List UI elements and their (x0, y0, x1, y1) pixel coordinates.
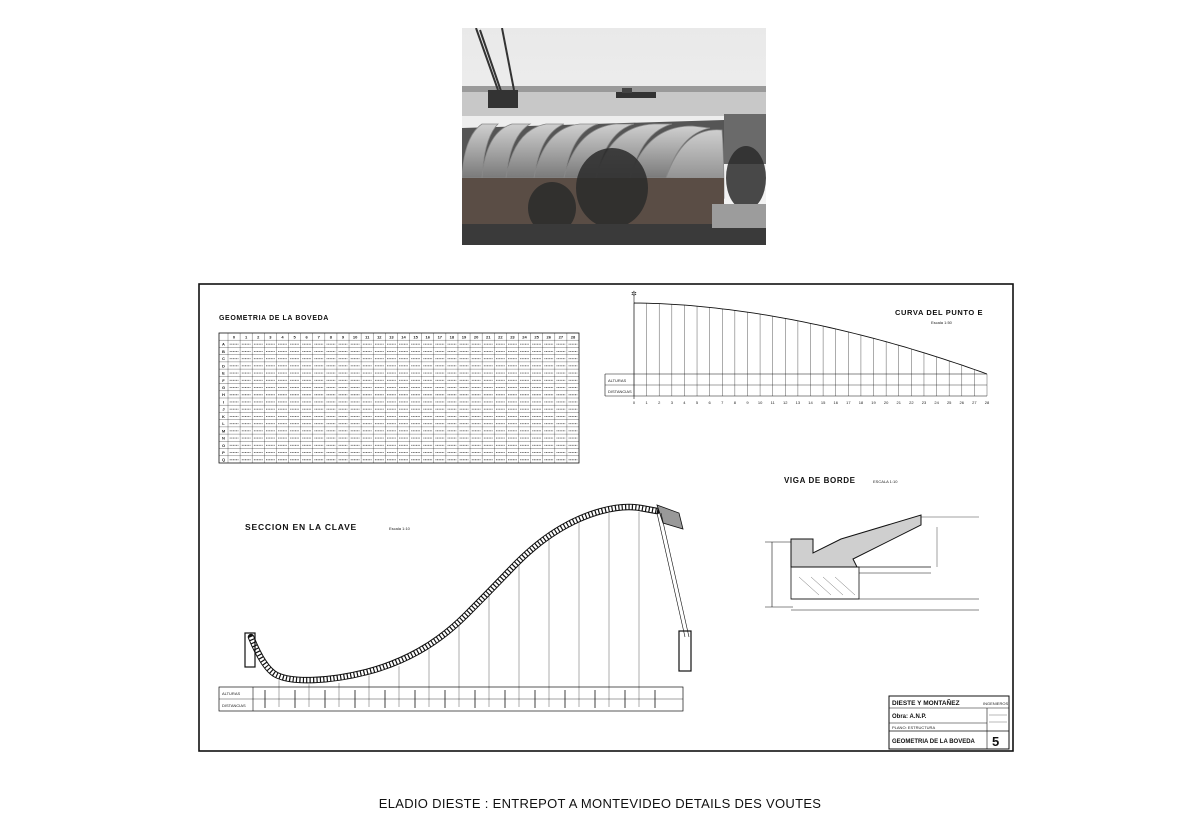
curve-axis-tick: 0 (632, 400, 636, 405)
table-col-header: 2 (257, 334, 260, 340)
section-row-label: ALTURAS (222, 691, 241, 696)
table-col-header: 8 (329, 334, 332, 340)
sheet-number: 5 (992, 734, 1000, 749)
curve-axis-tick: 25 (946, 400, 952, 405)
curve-axis-tick: 12 (783, 400, 788, 405)
table-row-header: K (222, 413, 225, 419)
section-scale: Escala 1:10 (389, 526, 410, 531)
beam-title: VIGA DE BORDE (784, 476, 856, 485)
curve-axis-tick: 7 (721, 400, 724, 405)
table-col-header: 13 (389, 334, 394, 340)
table-col-header: 6 (305, 334, 308, 340)
table-row-header: C (222, 356, 225, 362)
table-col-header: 24 (522, 334, 527, 340)
table-col-header: 18 (449, 334, 455, 340)
curve-axis-tick: 28 (984, 400, 990, 405)
curve-row-label: DISTANCIAS (608, 389, 632, 394)
table-col-header: 12 (377, 334, 382, 340)
curve-axis-tick: 22 (909, 400, 914, 405)
obra-label: Obra: A.N.P. (892, 714, 927, 720)
table-col-header: 16 (425, 334, 430, 340)
curve-axis-tick: 21 (896, 400, 901, 405)
table-col-header: 23 (510, 334, 515, 340)
curve-axis-tick: 27 (972, 400, 977, 405)
curve-axis-tick: 14 (808, 400, 813, 405)
table-col-header: 1 (245, 334, 248, 340)
curve-axis-tick: 6 (708, 400, 711, 405)
caption: ELADIO DIESTE : ENTREPOT A MONTEVIDEO DETAILS DES VOUTES (378, 796, 822, 811)
plano-label: PLANO: ESTRUCTURA (892, 725, 936, 730)
table-row-header: Q (221, 457, 226, 463)
table-row-header: B (222, 348, 225, 354)
curve-axis-tick: 23 (921, 400, 927, 405)
curve-axis-tick: 18 (858, 400, 864, 405)
table-col-header: 20 (473, 334, 479, 340)
table-col-header: 5 (293, 334, 296, 340)
table-col-header: 3 (269, 334, 272, 340)
curve-title: CURVA DEL PUNTO E (895, 308, 984, 317)
geometry-title: GEOMETRIA DE LA BOVEDA (219, 315, 329, 322)
table-col-header: 21 (485, 334, 491, 340)
curve-axis-tick: 9 (746, 400, 749, 405)
table-row-header: F (222, 377, 225, 383)
curve-axis-tick: 19 (871, 400, 876, 405)
curve-axis-tick: 13 (795, 400, 801, 405)
curve-scale: Escala 1:50 (931, 320, 952, 325)
section-title: SECCION EN LA CLAVE (245, 522, 358, 532)
warehouse-photo (462, 28, 766, 245)
beam-scale: ESCALA 1:10 (873, 479, 898, 484)
table-row-header: I (222, 399, 225, 405)
curve-axis-tick: 15 (820, 400, 826, 405)
table-row-header: O (221, 442, 226, 448)
curve-axis-tick: 20 (883, 400, 889, 405)
table-col-header: 11 (365, 334, 370, 340)
table-row-header: G (221, 384, 226, 390)
table-col-header: 15 (413, 334, 418, 340)
table-row-header: N (222, 435, 225, 441)
sheet-title: GEOMETRIA DE LA BOVEDA (892, 739, 975, 745)
curve-axis-tick: 8 (733, 400, 736, 405)
curve-row-label: ALTURAS (608, 378, 627, 383)
table-col-header: 9 (341, 334, 345, 340)
table-row-header: D (222, 363, 225, 369)
table-col-header: 0 (232, 334, 236, 340)
table-row-header: J (222, 406, 225, 412)
table-col-header: 26 (546, 334, 551, 340)
table-col-header: 7 (317, 334, 320, 340)
table-col-header: 27 (558, 334, 564, 340)
table-col-header: 28 (570, 334, 576, 340)
curve-axis-tick: 3 (670, 400, 673, 405)
table-col-header: 17 (437, 334, 443, 340)
table-row-header: P (222, 449, 225, 455)
structural-drawing-sheet (179, 277, 1021, 760)
curve-axis-tick: 11 (770, 400, 775, 405)
table-col-header: 4 (281, 334, 284, 340)
table-row-header: A (222, 341, 225, 347)
curve-axis-tick: 5 (695, 400, 699, 405)
table-col-header: 25 (534, 334, 539, 340)
curve-axis-tick: 24 (934, 400, 939, 405)
table-row-header: M (221, 428, 226, 434)
north-mark-icon: ✲ (631, 291, 637, 298)
curve-axis-tick: 26 (959, 400, 965, 405)
table-col-header: 22 (498, 334, 503, 340)
curve-axis-tick: 16 (833, 400, 838, 405)
curve-axis-tick: 17 (846, 400, 851, 405)
section-row-label: DISTANCIAS (222, 703, 246, 708)
curve-axis-tick: 4 (683, 400, 686, 405)
curve-axis-tick: 1 (645, 400, 648, 405)
table-row-header: H (222, 392, 225, 398)
table-col-header: 10 (352, 334, 358, 340)
firm-sub: INGENIEROS (983, 701, 1009, 706)
table-col-header: 19 (461, 334, 467, 340)
table-row-header: E (222, 370, 225, 376)
firm-name: DIESTE Y MONTAÑEZ (892, 700, 960, 707)
table-col-header: 14 (401, 334, 406, 340)
curve-axis-tick: 10 (757, 400, 763, 405)
curve-axis-tick: 2 (658, 400, 661, 405)
table-row-header: L (222, 421, 225, 427)
